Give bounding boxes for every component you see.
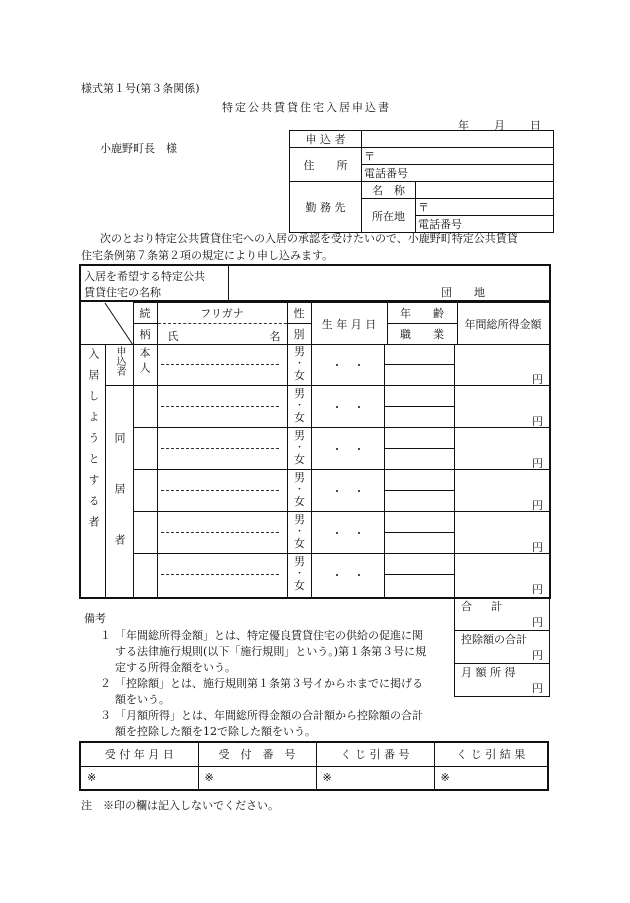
age-label: 年 齢 <box>387 303 457 324</box>
notes-heading: 備考 <box>84 612 106 625</box>
furigana-field[interactable] <box>158 470 287 490</box>
income-field[interactable] <box>455 581 543 597</box>
date-separators: ・ ・ <box>331 569 365 582</box>
monthly-income-value[interactable] <box>455 680 550 697</box>
female-option: 女 <box>294 411 305 424</box>
reserved-mark: ※ <box>322 771 332 785</box>
intro-line-1: 次のとおり特定公共賃貸住宅への入居の承認を受けたいので、小鹿野町特定公共賃貸 <box>100 232 518 245</box>
furigana-field[interactable] <box>158 428 287 448</box>
yen-label: 円 <box>532 616 543 629</box>
reception-header-1: 受 付 年 月 日 <box>80 742 198 766</box>
birth-date-field[interactable] <box>312 399 384 415</box>
footer-note: 注 ※印の欄は記入しないでください。 <box>81 799 279 812</box>
relation-field[interactable] <box>134 428 157 469</box>
cohabitant-side-label: 同居者 <box>113 432 126 585</box>
note-1-number: １ <box>100 629 111 642</box>
reception-header-3: く じ 引 番 号 <box>316 742 434 766</box>
name-field[interactable] <box>158 491 287 511</box>
income-field[interactable] <box>455 497 543 513</box>
female-option: 女 <box>294 453 305 466</box>
age-field[interactable] <box>385 386 454 406</box>
reception-table <box>79 741 549 791</box>
reserved-mark: ※ <box>440 771 450 785</box>
divider <box>384 344 385 597</box>
workplace-location-label: 所在地 <box>362 199 416 233</box>
dot-separator: ・ <box>294 569 304 579</box>
postal-mark: 〒 <box>364 150 375 163</box>
relation-field[interactable] <box>134 554 157 595</box>
corner-cell <box>81 303 133 345</box>
income-field[interactable] <box>455 371 543 387</box>
address-label: 住 所 <box>290 148 362 182</box>
job-label: 職 業 <box>387 324 457 345</box>
applicant-side-label: 申込者 <box>114 346 125 376</box>
reserved-mark: ※ <box>87 771 97 785</box>
birth-date-field[interactable] <box>312 567 384 583</box>
intro-line-2: 住宅条例第７条第２項の規定により申し込みます。 <box>81 249 334 262</box>
address-field[interactable] <box>362 148 554 165</box>
form-number: 様式第１号(第３条関係) <box>81 82 200 95</box>
birth-date-field[interactable] <box>312 525 384 541</box>
birth-date-field[interactable] <box>312 483 384 499</box>
mei-label: 名 <box>269 330 281 343</box>
yen-label: 円 <box>532 373 543 386</box>
date-year: 年 <box>458 119 469 132</box>
name-header <box>157 324 287 345</box>
reception-field-4[interactable] <box>434 766 548 790</box>
income-field[interactable] <box>455 455 543 471</box>
workplace-phone-label: 電話番号 <box>418 218 462 231</box>
note-2-number: ２ <box>100 677 111 690</box>
note-2-line-2: 額をいう。 <box>115 693 170 706</box>
job-field[interactable] <box>385 365 454 385</box>
shi-label: 氏 <box>167 330 179 343</box>
applicant-label: 申 込 者 <box>290 131 362 148</box>
sex-field[interactable] <box>288 514 311 550</box>
danchi-label: 団 地 <box>441 286 485 299</box>
phone-label: 電話番号 <box>364 167 408 180</box>
female-option: 女 <box>294 537 305 550</box>
sex-field[interactable] <box>288 430 311 466</box>
sex-label-1: 性 <box>287 303 311 324</box>
sex-field[interactable] <box>288 388 311 424</box>
age-field[interactable] <box>385 512 454 532</box>
sex-label-2: 別 <box>287 324 311 345</box>
yen-label: 円 <box>532 541 543 554</box>
date-separators: ・ ・ <box>331 359 365 372</box>
job-field[interactable] <box>385 533 454 553</box>
workplace-address-field[interactable] <box>416 199 554 216</box>
divider <box>157 344 158 597</box>
name-field[interactable] <box>158 575 287 595</box>
monthly-income-label: 月 額 所 得 <box>461 666 516 679</box>
female-option: 女 <box>294 369 305 382</box>
job-field[interactable] <box>385 407 454 427</box>
furigana-field[interactable] <box>158 344 287 364</box>
dot-separator: ・ <box>294 527 304 537</box>
furigana-field[interactable] <box>158 554 287 574</box>
desired-housing-label-1: 入居を希望する特定公共 <box>84 270 205 283</box>
sex-field[interactable] <box>288 346 311 382</box>
note-1-line-3: 定する所得金額をいう。 <box>115 661 236 674</box>
note-1-line-2: する法律施行規則(以下「施行規則」という。)第１条第３号に規 <box>115 645 427 658</box>
workplace-name-field[interactable] <box>416 182 554 199</box>
income-label: 年間総所得金額 <box>457 303 549 345</box>
male-option: 男 <box>294 429 305 442</box>
birth-date-field[interactable] <box>312 441 384 457</box>
resident-table <box>81 302 550 345</box>
note-3-line-2: 額を控除した額を12で除した額をいう。 <box>115 725 316 738</box>
phone-field[interactable] <box>362 165 554 182</box>
birth-label: 生 年 月 日 <box>311 303 387 345</box>
age-field[interactable] <box>385 428 454 448</box>
job-field[interactable] <box>385 575 454 595</box>
date-separators: ・ ・ <box>331 401 365 414</box>
income-field[interactable] <box>455 539 543 555</box>
female-option: 女 <box>294 495 305 508</box>
dot-separator: ・ <box>294 401 304 411</box>
job-field[interactable] <box>385 449 454 469</box>
relation-label-1: 続 <box>133 303 157 324</box>
furigana-field[interactable] <box>158 386 287 406</box>
dot-separator: ・ <box>294 359 304 369</box>
male-option: 男 <box>294 513 305 526</box>
date-separators: ・ ・ <box>331 485 365 498</box>
note-3-line-1: 「月額所得」とは、年間総所得金額の合計額から控除額の合計 <box>115 709 423 722</box>
name-field[interactable] <box>158 365 287 385</box>
workplace-name-label: 名 称 <box>362 182 416 199</box>
reception-field-3[interactable] <box>316 766 434 790</box>
deduction-total-label: 控除額の合計 <box>461 633 527 646</box>
reception-header-2: 受 付 番 号 <box>198 742 316 766</box>
yen-label: 円 <box>532 583 543 596</box>
relation-field[interactable] <box>134 470 157 511</box>
male-option: 男 <box>294 387 305 400</box>
furigana-label: フリガナ <box>157 303 287 324</box>
corner-diagonal <box>81 303 133 345</box>
yen-label: 円 <box>532 499 543 512</box>
form-title: 特定公共賃貸住宅入居申込書 <box>222 101 391 114</box>
divider <box>311 344 312 597</box>
relation-field[interactable] <box>134 386 157 427</box>
name-field[interactable] <box>158 449 287 469</box>
self-label: 本人 <box>138 347 151 377</box>
reception-header-4: く じ 引 結 果 <box>434 742 548 766</box>
male-option: 男 <box>294 471 305 484</box>
female-option: 女 <box>294 579 305 592</box>
date-month: 月 <box>494 119 505 132</box>
relation-label-2: 柄 <box>133 324 157 345</box>
applicant-box <box>289 130 554 233</box>
birth-date-field[interactable] <box>312 357 384 373</box>
total-value[interactable] <box>455 614 550 631</box>
desired-housing-label-2: 賃貸住宅の名称 <box>84 286 161 299</box>
workplace-postal-mark: 〒 <box>418 201 429 214</box>
note-3-number: ３ <box>100 709 111 722</box>
divider <box>454 344 455 597</box>
yen-label: 円 <box>532 457 543 470</box>
relation-field[interactable] <box>134 512 157 553</box>
sex-field[interactable] <box>288 556 311 592</box>
name-field[interactable] <box>158 407 287 427</box>
age-field[interactable] <box>385 344 454 364</box>
male-option: 男 <box>294 555 305 568</box>
age-field[interactable] <box>385 470 454 490</box>
sex-field[interactable] <box>288 472 311 508</box>
male-option: 男 <box>294 345 305 358</box>
divider <box>287 344 288 597</box>
date-day: 日 <box>530 119 541 132</box>
income-field[interactable] <box>455 413 543 429</box>
total-label: 合 計 <box>461 600 506 613</box>
addressee: 小鹿野町長 様 <box>100 142 177 155</box>
age-field[interactable] <box>385 554 454 574</box>
note-2-line-1: 「控除額」とは、施行規則第１条第３号イからホまでに掲げる <box>115 677 423 690</box>
dot-separator: ・ <box>294 485 304 495</box>
date-separators: ・ ・ <box>331 443 365 456</box>
applicant-name-field[interactable] <box>362 131 554 148</box>
dot-separator: ・ <box>294 443 304 453</box>
date-separators: ・ ・ <box>331 527 365 540</box>
note-1-line-1: 「年間総所得金額」とは、特定優良賃貸住宅の供給の促進に関 <box>115 629 423 642</box>
yen-label: 円 <box>532 415 543 428</box>
name-field[interactable] <box>158 533 287 553</box>
yen-label: 円 <box>532 682 543 695</box>
desired-housing-field[interactable] <box>229 266 549 300</box>
yen-label: 円 <box>532 649 543 662</box>
furigana-field[interactable] <box>158 512 287 532</box>
reception-field-1[interactable] <box>80 766 198 790</box>
reserved-mark: ※ <box>204 771 214 785</box>
job-field[interactable] <box>385 491 454 511</box>
deduction-total-value[interactable] <box>455 647 550 664</box>
residents-side-label: 入居しようとする者 <box>87 348 100 537</box>
workplace-label: 勤 務 先 <box>290 182 362 233</box>
totals-box <box>454 597 550 697</box>
reception-field-2[interactable] <box>198 766 316 790</box>
